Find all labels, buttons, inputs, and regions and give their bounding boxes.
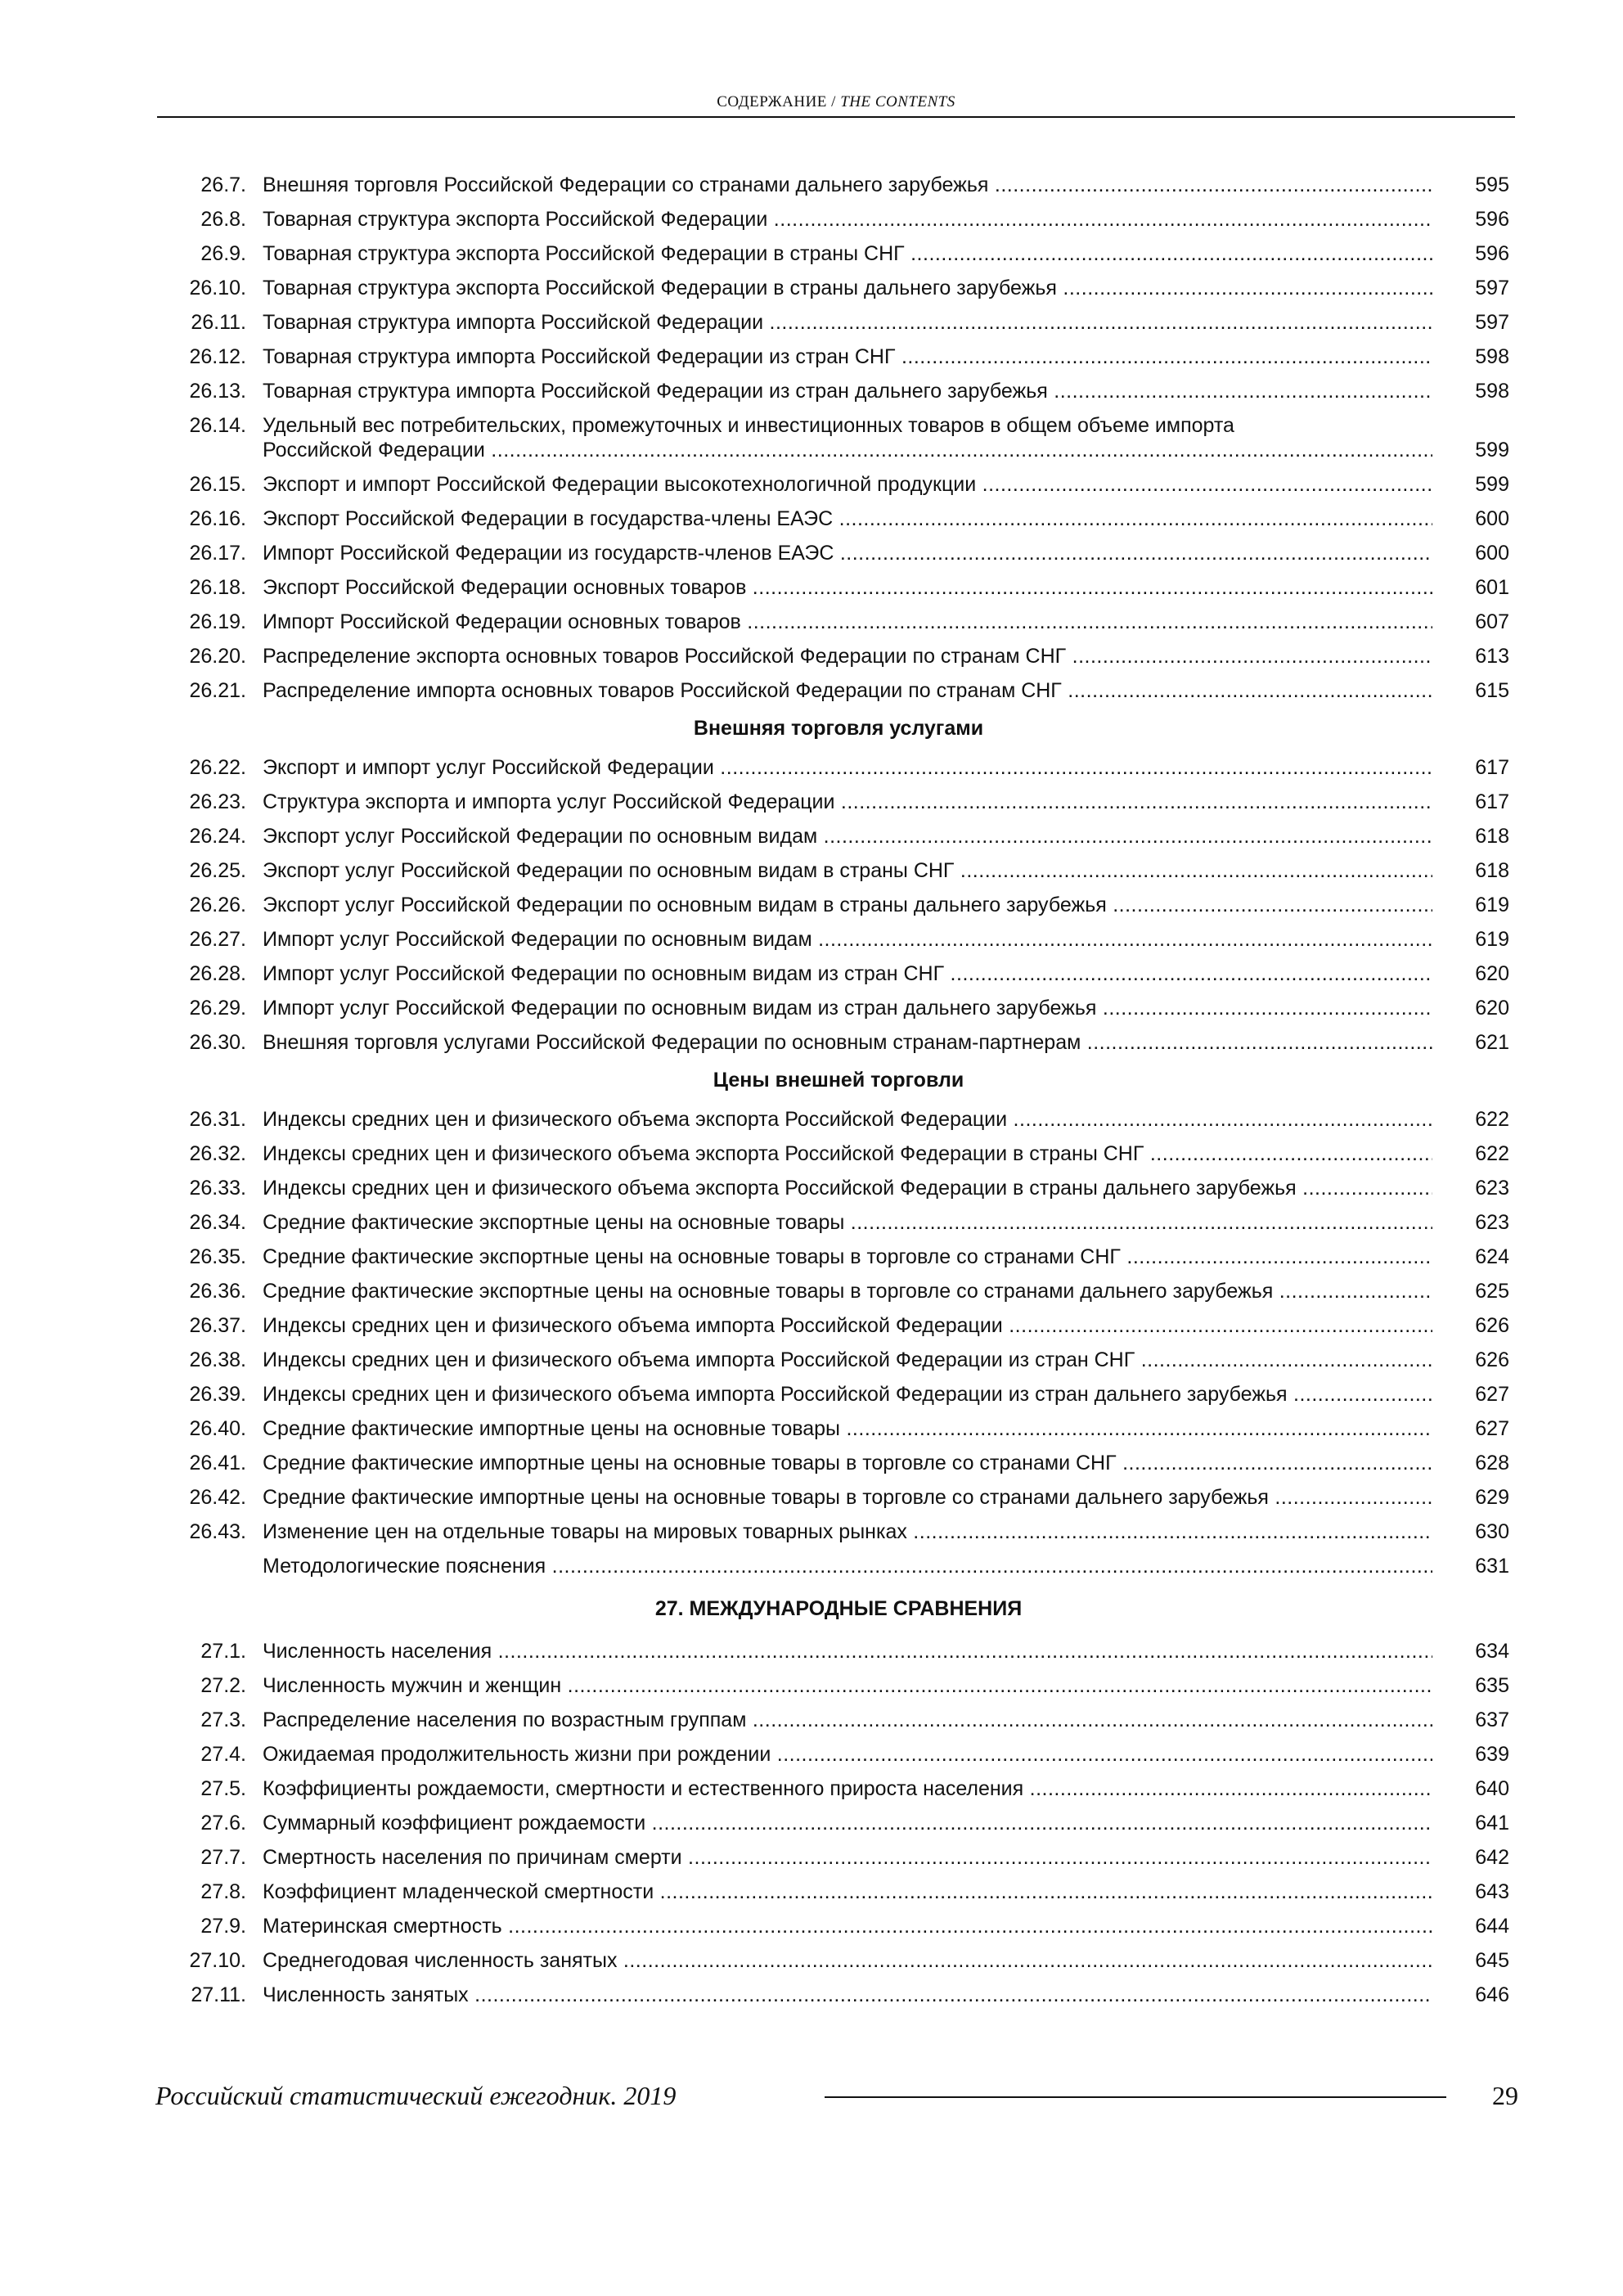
toc-entry[interactable] (168, 639, 1509, 673)
toc-entry-title: Импорт услуг Российской Федерации по основным видам из стран дальнего зарубежья ..... (263, 991, 1432, 1025)
toc-entry[interactable] (168, 922, 1509, 957)
toc-entry[interactable] (168, 1025, 1509, 1060)
toc-entry[interactable] (168, 1772, 1509, 1806)
toc-entry-number: 26.9. (200, 242, 246, 265)
toc-entry[interactable] (168, 819, 1509, 853)
toc-entry[interactable] (168, 1668, 1509, 1703)
toc-entry-page: 613 (1475, 645, 1509, 668)
toc-entry-page: 615 (1475, 679, 1509, 702)
toc-entry-title: Импорт услуг Российской Федерации по основным видам из стран СНГ ..... (263, 957, 1432, 991)
toc-entry-page: 599 (1475, 439, 1509, 461)
toc-entry-title: Индексы средних цен и физического объема импорта Российской Федерации из стран дальнего зарубежья ..... (263, 1377, 1432, 1411)
toc-entry[interactable] (168, 374, 1509, 408)
toc-entry-title: Материнская смертность ..... (263, 1909, 1432, 1943)
toc-entry-title: Товарная структура экспорта Российской Федерации в страны дальнего зарубежья ..... (263, 271, 1432, 305)
toc-entry[interactable] (168, 991, 1509, 1025)
toc-entry-number: 27.5. (200, 1777, 246, 1800)
toc-entry[interactable] (168, 1377, 1509, 1411)
toc-entry-title: Внешняя торговля Российской Федерации со странами дальнего зарубежья ..... (263, 168, 1432, 202)
toc-entry-number: 26.41. (189, 1452, 246, 1474)
toc-entry[interactable] (168, 305, 1509, 340)
toc-entry-number: 27.8. (200, 1880, 246, 1903)
toc-entry-page: 617 (1475, 756, 1509, 779)
toc-entry-number: 26.40. (189, 1417, 246, 1440)
toc-entry[interactable] (168, 1343, 1509, 1377)
toc-entry-title: Экспорт услуг Российской Федерации по основным видам в страны дальнего зарубежья ..... (263, 888, 1432, 922)
footer-page-number: 29 (1492, 2081, 1518, 2110)
toc-entry-page: 600 (1475, 542, 1509, 565)
toc-entry-title: Средние фактические импортные цены на основные товары ..... (263, 1411, 1432, 1446)
toc-entry-page: 645 (1475, 1949, 1509, 1972)
toc-entry-page: 617 (1475, 790, 1509, 813)
toc-entry-page: 622 (1475, 1108, 1509, 1131)
toc-entry-title: Экспорт Российской Федерации в государства-члены ЕАЭС ..... (263, 502, 1432, 536)
toc-entry-page: 597 (1475, 277, 1509, 299)
toc-entry-title: Индексы средних цен и физического объема экспорта Российской Федерации в страны СНГ ..... (263, 1137, 1432, 1171)
toc-entry[interactable] (168, 1806, 1509, 1840)
toc-entry-number: 26.23. (189, 790, 246, 813)
toc-entry[interactable] (168, 1480, 1509, 1515)
toc-entry-title: Импорт услуг Российской Федерации по основным видам ..... (263, 922, 1432, 957)
toc-entry-title: Смертность населения по причинам смерти ..... (263, 1840, 1432, 1875)
toc-entry[interactable] (168, 271, 1509, 305)
toc-entry-page: 595 (1475, 173, 1509, 196)
toc-entry[interactable] (168, 1171, 1509, 1205)
toc-entry-title: Товарная структура импорта Российской Федерации из стран дальнего зарубежья ..... (263, 374, 1432, 408)
toc-entry-title: Индексы средних цен и физического объема импорта Российской Федерации из стран СНГ ..... (263, 1343, 1432, 1377)
toc-entry-page: 646 (1475, 1983, 1509, 2006)
toc-entry[interactable] (168, 502, 1509, 536)
toc-entry[interactable] (168, 1137, 1509, 1171)
toc-entry-title: Средние фактические импортные цены на основные товары в торговле со странами дальнего зарубежья ..... (263, 1480, 1432, 1515)
toc-entry-page: 635 (1475, 1674, 1509, 1697)
toc-entry-number: 26.24. (189, 825, 246, 848)
toc-entry-title: Изменение цен на отдельные товары на мировых товарных рынках ..... (263, 1515, 1432, 1549)
toc-entry-number: 27.6. (200, 1812, 246, 1835)
toc-entry-page: 641 (1475, 1812, 1509, 1835)
toc-entry-number: 27.11. (191, 1983, 246, 2006)
toc-entry-number: 26.43. (189, 1520, 246, 1543)
toc-entry[interactable] (168, 1274, 1509, 1308)
toc-entry[interactable] (168, 1240, 1509, 1274)
section-heading-services: Внешняя торговля услугами (693, 717, 984, 740)
toc-entry-page: 627 (1475, 1383, 1509, 1406)
toc-entry[interactable] (168, 957, 1509, 991)
toc-entry-page: 596 (1475, 242, 1509, 265)
toc-entry[interactable] (168, 1634, 1509, 1668)
toc-entry-title: Удельный вес потребительских, промежуточных и инвестиционных товаров в общем объеме импорта Российской Федерации ..... (263, 413, 1432, 462)
toc-entry[interactable] (168, 202, 1509, 236)
toc-entry-title: Экспорт Российской Федерации основных товаров ..... (263, 570, 1432, 605)
toc-entry-page: 628 (1475, 1452, 1509, 1474)
toc-entry[interactable] (168, 1875, 1509, 1909)
toc-entry-number: 26.35. (189, 1245, 246, 1268)
toc-entry-page: 639 (1475, 1743, 1509, 1766)
toc-entry-page: 599 (1475, 473, 1509, 496)
toc-entry-page: 625 (1475, 1280, 1509, 1303)
toc-entry-page: 643 (1475, 1880, 1509, 1903)
toc-entry-page: 631 (1475, 1555, 1509, 1578)
toc-entry[interactable] (168, 1549, 1509, 1583)
toc-entry-page: 620 (1475, 997, 1509, 1020)
toc-entry-number: 27.4. (200, 1743, 246, 1766)
toc-entry-title: Среднегодовая численность занятых ..... (263, 1943, 1432, 1978)
toc-entry-title: Структура экспорта и импорта услуг Российской Федерации ..... (263, 785, 1432, 819)
toc-entry-number: 26.30. (189, 1031, 246, 1054)
toc-entry[interactable] (168, 340, 1509, 374)
toc-entry-title: Коэффициент младенческой смертности ..... (263, 1875, 1432, 1909)
toc-entry-page: 634 (1475, 1640, 1509, 1663)
toc-entry[interactable] (168, 1703, 1509, 1737)
toc-entry-page: 600 (1475, 507, 1509, 530)
toc-entry-number: 26.42. (189, 1486, 246, 1509)
toc-entry-page: 626 (1475, 1314, 1509, 1337)
toc-entry-number: 26.32. (189, 1142, 246, 1165)
toc-entry[interactable] (168, 605, 1509, 639)
toc-entry-title: Экспорт услуг Российской Федерации по основным видам в страны СНГ ..... (263, 853, 1432, 888)
toc-entry-title: Распределение экспорта основных товаров Российской Федерации по странам СНГ ..... (263, 639, 1432, 673)
toc-entry-number: 26.34. (189, 1211, 246, 1234)
toc-entry-page: 622 (1475, 1142, 1509, 1165)
toc-entry-page: 626 (1475, 1348, 1509, 1371)
toc-entry-number: 26.20. (189, 645, 246, 668)
toc-entry-title: Ожидаемая продолжительность жизни при рождении ..... (263, 1737, 1432, 1772)
toc-entry-title: Экспорт услуг Российской Федерации по основным видам ..... (263, 819, 1432, 853)
toc-entry-title: Распределение импорта основных товаров Российской Федерации по странам СНГ ..... (263, 673, 1432, 708)
header-ru: СОДЕРЖАНИЕ / (717, 93, 841, 110)
toc-entry-page: 629 (1475, 1486, 1509, 1509)
toc-entry-page: 630 (1475, 1520, 1509, 1543)
toc-entry[interactable] (168, 536, 1509, 570)
toc-entry-number: 26.38. (189, 1348, 246, 1371)
toc-entry-page: 601 (1475, 576, 1509, 599)
toc-entry-title: Товарная структура экспорта Российской Федерации ..... (263, 202, 1432, 236)
table-of-contents (168, 168, 1509, 2012)
toc-entry-title: Импорт Российской Федерации основных товаров ..... (263, 605, 1432, 639)
toc-entry[interactable] (168, 785, 1509, 819)
toc-entry-page: 598 (1475, 380, 1509, 403)
toc-entry-page: 619 (1475, 894, 1509, 916)
toc-entry-title: Внешняя торговля услугами Российской Федерации по основным странам-партнерам ..... (263, 1025, 1432, 1060)
toc-entry-page: 598 (1475, 345, 1509, 368)
toc-entry-title: Численность населения ..... (263, 1634, 1432, 1668)
toc-entry-page: 642 (1475, 1846, 1509, 1869)
toc-entry-number: 26.18. (189, 576, 246, 599)
toc-entry-page: 597 (1475, 311, 1509, 334)
toc-entry-page: 623 (1475, 1211, 1509, 1234)
toc-entry-page: 607 (1475, 610, 1509, 633)
toc-entry-number: 26.8. (200, 208, 246, 231)
toc-entry-page: 637 (1475, 1708, 1509, 1731)
toc-entry-page: 620 (1475, 962, 1509, 985)
toc-entry-title: Экспорт и импорт Российской Федерации высокотехнологичной продукции ..... (263, 467, 1432, 502)
toc-entry-title: Средние фактические экспортные цены на основные товары в торговле со странами дальнего зарубежья ..... (263, 1274, 1432, 1308)
toc-entry[interactable] (168, 1840, 1509, 1875)
toc-entry-number: 26.14. (189, 414, 246, 437)
toc-entry-number: 27.10. (189, 1949, 246, 1972)
running-header (157, 93, 1515, 111)
toc-entry-number: 26.31. (189, 1108, 246, 1131)
footer-publication-title: Российский статистический ежегодник. 2019 (155, 2081, 677, 2110)
toc-entry-page: 624 (1475, 1245, 1509, 1268)
section-heading-prices: Цены внешней торговли (713, 1069, 964, 1092)
toc-entry-number: 26.19. (189, 610, 246, 633)
toc-entry[interactable] (168, 1909, 1509, 1943)
toc-entry-title: Товарная структура импорта Российской Федерации ..... (263, 305, 1432, 340)
toc-entry-number: 26.27. (189, 928, 246, 951)
toc-entry-page: 619 (1475, 928, 1509, 951)
toc-entry-title: Товарная структура экспорта Российской Федерации в страны СНГ ..... (263, 236, 1432, 271)
toc-entry-title: Коэффициенты рождаемости, смертности и естественного прироста населения ..... (263, 1772, 1432, 1806)
toc-entry-title: Распределение населения по возрастным группам ..... (263, 1703, 1432, 1737)
toc-entry-title: Средние фактические экспортные цены на основные товары ..... (263, 1205, 1432, 1240)
toc-entry-page: 627 (1475, 1417, 1509, 1440)
toc-entry-number: 26.16. (189, 507, 246, 530)
toc-entry[interactable] (168, 467, 1509, 502)
toc-entry-number: 27.3. (200, 1708, 246, 1731)
toc-entry[interactable] (168, 1205, 1509, 1240)
toc-entry-page: 623 (1475, 1177, 1509, 1200)
toc-entry[interactable] (168, 1102, 1509, 1137)
toc-entry[interactable] (168, 1411, 1509, 1446)
toc-entry-number: 26.13. (189, 380, 246, 403)
toc-entry[interactable] (168, 1943, 1509, 1978)
toc-entry-title: Средние фактические экспортные цены на основные товары в торговле со странами СНГ ..... (263, 1240, 1432, 1274)
toc-entry-number: 26.21. (189, 679, 246, 702)
toc-entry[interactable] (168, 1515, 1509, 1549)
toc-entry-number: 26.36. (189, 1280, 246, 1303)
toc-entry-title: Численность занятых ..... (263, 1978, 1432, 2012)
toc-entry-number: 26.12. (189, 345, 246, 368)
toc-entry[interactable] (168, 236, 1509, 271)
toc-entry[interactable] (168, 408, 1509, 467)
toc-entry-number: 27.1. (200, 1640, 246, 1663)
toc-entry-title: Численность мужчин и женщин ..... (263, 1668, 1432, 1703)
header-en: THE CONTENTS (840, 93, 955, 110)
toc-entry-number: 26.11. (191, 311, 246, 334)
toc-entry[interactable] (168, 168, 1509, 202)
toc-entry-number: 26.22. (189, 756, 246, 779)
toc-entry[interactable] (168, 750, 1509, 785)
toc-entry-page: 621 (1475, 1031, 1509, 1054)
toc-entry-number: 26.29. (189, 997, 246, 1020)
toc-entry[interactable] (168, 1978, 1509, 2012)
toc-entry[interactable] (168, 1737, 1509, 1772)
toc-entry-number: 26.7. (200, 173, 246, 196)
toc-entry-page: 618 (1475, 825, 1509, 848)
toc-entry-page: 618 (1475, 859, 1509, 882)
toc-entry-title: Средние фактические импортные цены на основные товары в торговле со странами СНГ ..... (263, 1446, 1432, 1480)
toc-entry[interactable] (168, 888, 1509, 922)
toc-entry-page: 644 (1475, 1915, 1509, 1938)
toc-entry[interactable] (168, 853, 1509, 888)
toc-entry-number: 27.7. (200, 1846, 246, 1869)
toc-entry-title: Импорт Российской Федерации из государств-членов ЕАЭС ..... (263, 536, 1432, 570)
section-heading-27: 27. МЕЖДУНАРОДНЫЕ СРАВНЕНИЯ (654, 1597, 1023, 1620)
header-rule (157, 116, 1515, 118)
toc-entry[interactable] (168, 673, 1509, 708)
toc-entry-number: 26.33. (189, 1177, 246, 1200)
toc-entry-number: 26.10. (189, 277, 246, 299)
toc-entry-title: Индексы средних цен и физического объема экспорта Российской Федерации в страны дальнего зарубежья ..... (263, 1171, 1432, 1205)
toc-entry-page: 596 (1475, 208, 1509, 231)
toc-entry-number: 26.39. (189, 1383, 246, 1406)
toc-entry-number: 27.9. (200, 1915, 246, 1938)
toc-entry-number: 26.37. (189, 1314, 246, 1337)
toc-entry-title: Суммарный коэффициент рождаемости ..... (263, 1806, 1432, 1840)
toc-entry-number: 27.2. (200, 1674, 246, 1697)
toc-entry-title: Индексы средних цен и физического объема экспорта Российской Федерации ..... (263, 1102, 1432, 1137)
footer-rule (825, 2096, 1446, 2098)
toc-entry-title: Экспорт и импорт услуг Российской Федерации ..... (263, 750, 1432, 785)
toc-entry[interactable] (168, 1446, 1509, 1480)
toc-entry-number: 26.26. (189, 894, 246, 916)
toc-entry[interactable] (168, 1308, 1509, 1343)
toc-entry-title: Индексы средних цен и физического объема импорта Российской Федерации ..... (263, 1308, 1432, 1343)
toc-entry[interactable] (168, 570, 1509, 605)
toc-entry-number: 26.25. (189, 859, 246, 882)
toc-entry-number: 26.28. (189, 962, 246, 985)
toc-entry-number: 26.15. (189, 473, 246, 496)
toc-entry-number: 26.17. (189, 542, 246, 565)
toc-entry-page: 640 (1475, 1777, 1509, 1800)
toc-entry-title: Методологические пояснения ..... (263, 1549, 1432, 1583)
toc-entry-title: Товарная структура импорта Российской Федерации из стран СНГ ..... (263, 340, 1432, 374)
